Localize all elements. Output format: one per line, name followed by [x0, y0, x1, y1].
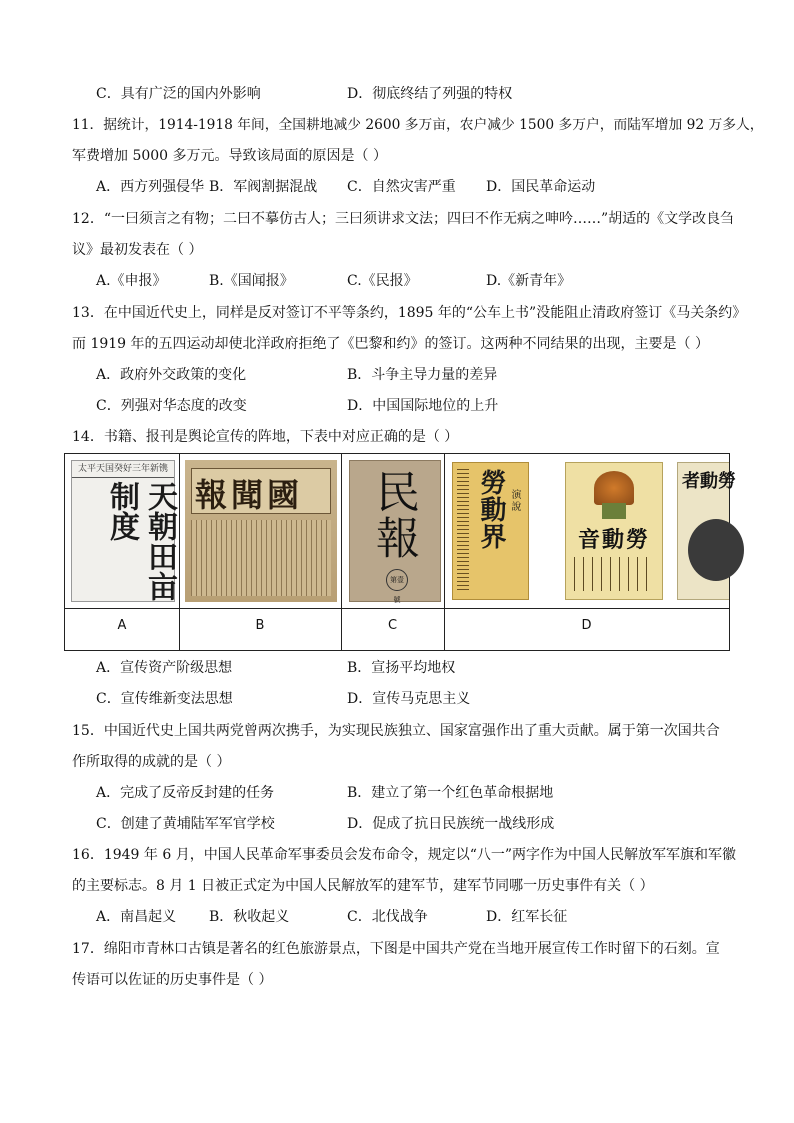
q13-option-b: B．斗争主导力量的差异: [347, 367, 498, 383]
issue-seal: 第壹號: [386, 569, 408, 591]
q15-option-b: B．建立了第一个红色革命根据地: [347, 785, 554, 801]
book-cover-tianchao-tianmu-zhidu: [71, 460, 175, 602]
q16-option-d: D．红军长征: [486, 909, 568, 925]
book-cover-title: 天朝田亩制度: [104, 481, 177, 601]
q13-stem-line1: 13．在中国近代史上，同样是反对签订不平等条约，1895 年的“公车上书”没能阻止清政府签订《马关条约》: [72, 305, 747, 321]
cover-illustration: [688, 519, 744, 581]
cover-illustration: [594, 471, 634, 505]
q12-option-c: C.《民报》: [347, 273, 418, 289]
magazine-title: 勞動音: [577, 527, 650, 553]
magazine-title: 勞動界: [476, 469, 506, 550]
q11-option-a: A．西方列强侵华: [96, 179, 205, 195]
q15-stem-line1: 15．中国近代史上国共两党曾两次携手，为实现民族独立、国家富强作出了重大贡献。属于第一次国共合: [72, 723, 720, 739]
q16-option-b: B．秋收起义: [209, 909, 290, 925]
q15-option-d: D．促成了抗日民族统一战线形成: [347, 816, 555, 832]
q16-stem-line2: 的主要标志。8 月 1 日被正式定为中国人民解放军的建军节，建军节同哪一历史事件有关（ ）: [72, 878, 654, 894]
q15-option-c: C．创建了黄埔陆军军官学校: [96, 816, 275, 832]
newspaper-guowenbao: [185, 460, 337, 602]
q16-stem-line1: 16．1949 年 6 月，中国人民革命军事委员会发布命令，规定以“八一”两字作为中国人民解放军军旗和军徽: [72, 847, 737, 863]
q14-option-d: D．宣传马克思主义: [347, 691, 471, 707]
magazine-minbao: [349, 460, 441, 602]
table-label-b: B: [255, 618, 265, 633]
cover-text-columns: [574, 557, 654, 591]
cover-subtitle: 演說: [509, 489, 520, 513]
q16-option-c: C．北伐战争: [347, 909, 428, 925]
table-label-a: A: [117, 618, 127, 633]
q17-stem-line2: 传语可以佐证的历史事件是（ ）: [72, 972, 273, 988]
q12-option-b: B.《国闻报》: [209, 273, 294, 289]
q14-option-b: B．宣扬平均地权: [347, 660, 456, 676]
q14-option-a: A．宣传资产阶级思想: [96, 660, 233, 676]
table-label-d: D: [581, 618, 592, 633]
q12-option-a: A.《申报》: [96, 273, 167, 289]
newspaper-title: 國聞報: [195, 476, 304, 514]
q10-option-d: D．彻底终结了列强的特权: [347, 86, 513, 102]
cover-illustration-base: [602, 503, 626, 519]
q11-stem-line2: 军费增加 5000 多万元。导致该局面的原因是（ ）: [72, 148, 387, 164]
magazine-laodongyin: [565, 462, 663, 600]
q12-option-d: D.《新青年》: [486, 273, 572, 289]
book-cover-top-caption: 太平天国癸好三年新镌: [72, 461, 174, 478]
q17-stem-line1: 17．绵阳市青林口古镇是著名的红色旅游景点，下图是中国共产党在当地开展宣传工作时留下的石刻。宣: [72, 941, 720, 957]
q11-option-c: C．自然灾害严重: [347, 179, 456, 195]
q15-option-a: A．完成了反帝反封建的任务: [96, 785, 275, 801]
q13-option-a: A．政府外交政策的变化: [96, 367, 247, 383]
magazine-laodongzhe: [677, 462, 736, 600]
cover-text-column: [457, 469, 469, 591]
q13-option-c: C．列强对华态度的改变: [96, 398, 247, 414]
q12-stem-line2: 议》最初发表在（ ）: [72, 242, 203, 258]
q11-stem-line1: 11．据统计，1914-1918 年间，全国耕地减少 2600 多万亩，农户减少 1500 多万户，而陆军增加 92 万多人，: [72, 117, 764, 133]
q14-image-table: [64, 453, 736, 651]
q12-stem-line1: 12．“一曰须言之有物；二曰不摹仿古人；三曰须讲求文法；四曰不作无病之呻吟……”胡适的《文学改良刍: [72, 211, 735, 227]
q14-stem: 14．书籍、报刊是舆论宣传的阵地，下表中对应正确的是（ ）: [72, 429, 459, 445]
q15-stem-line2: 作所取得的成就的是（ ）: [72, 754, 231, 770]
q13-option-d: D．中国国际地位的上升: [347, 398, 499, 414]
q13-stem-line2: 而 1919 年的五四运动却使北洋政府拒绝了《巴黎和约》的签订。这两种不同结果的出现，主要是（ ）: [72, 336, 709, 352]
q11-option-b: B．军阀割据混战: [209, 179, 318, 195]
magazine-title: 民報: [368, 469, 419, 561]
magazine-laodongjie: [452, 462, 529, 600]
q16-option-a: A．南昌起义: [96, 909, 177, 925]
newspaper-text-columns: [191, 520, 331, 596]
table-label-c: C: [387, 618, 398, 633]
magazine-title: 勞動者: [682, 471, 736, 492]
q10-option-c: C．具有广泛的国内外影响: [96, 86, 261, 102]
q14-option-c: C．宣传维新变法思想: [96, 691, 233, 707]
q11-option-d: D．国民革命运动: [486, 179, 596, 195]
